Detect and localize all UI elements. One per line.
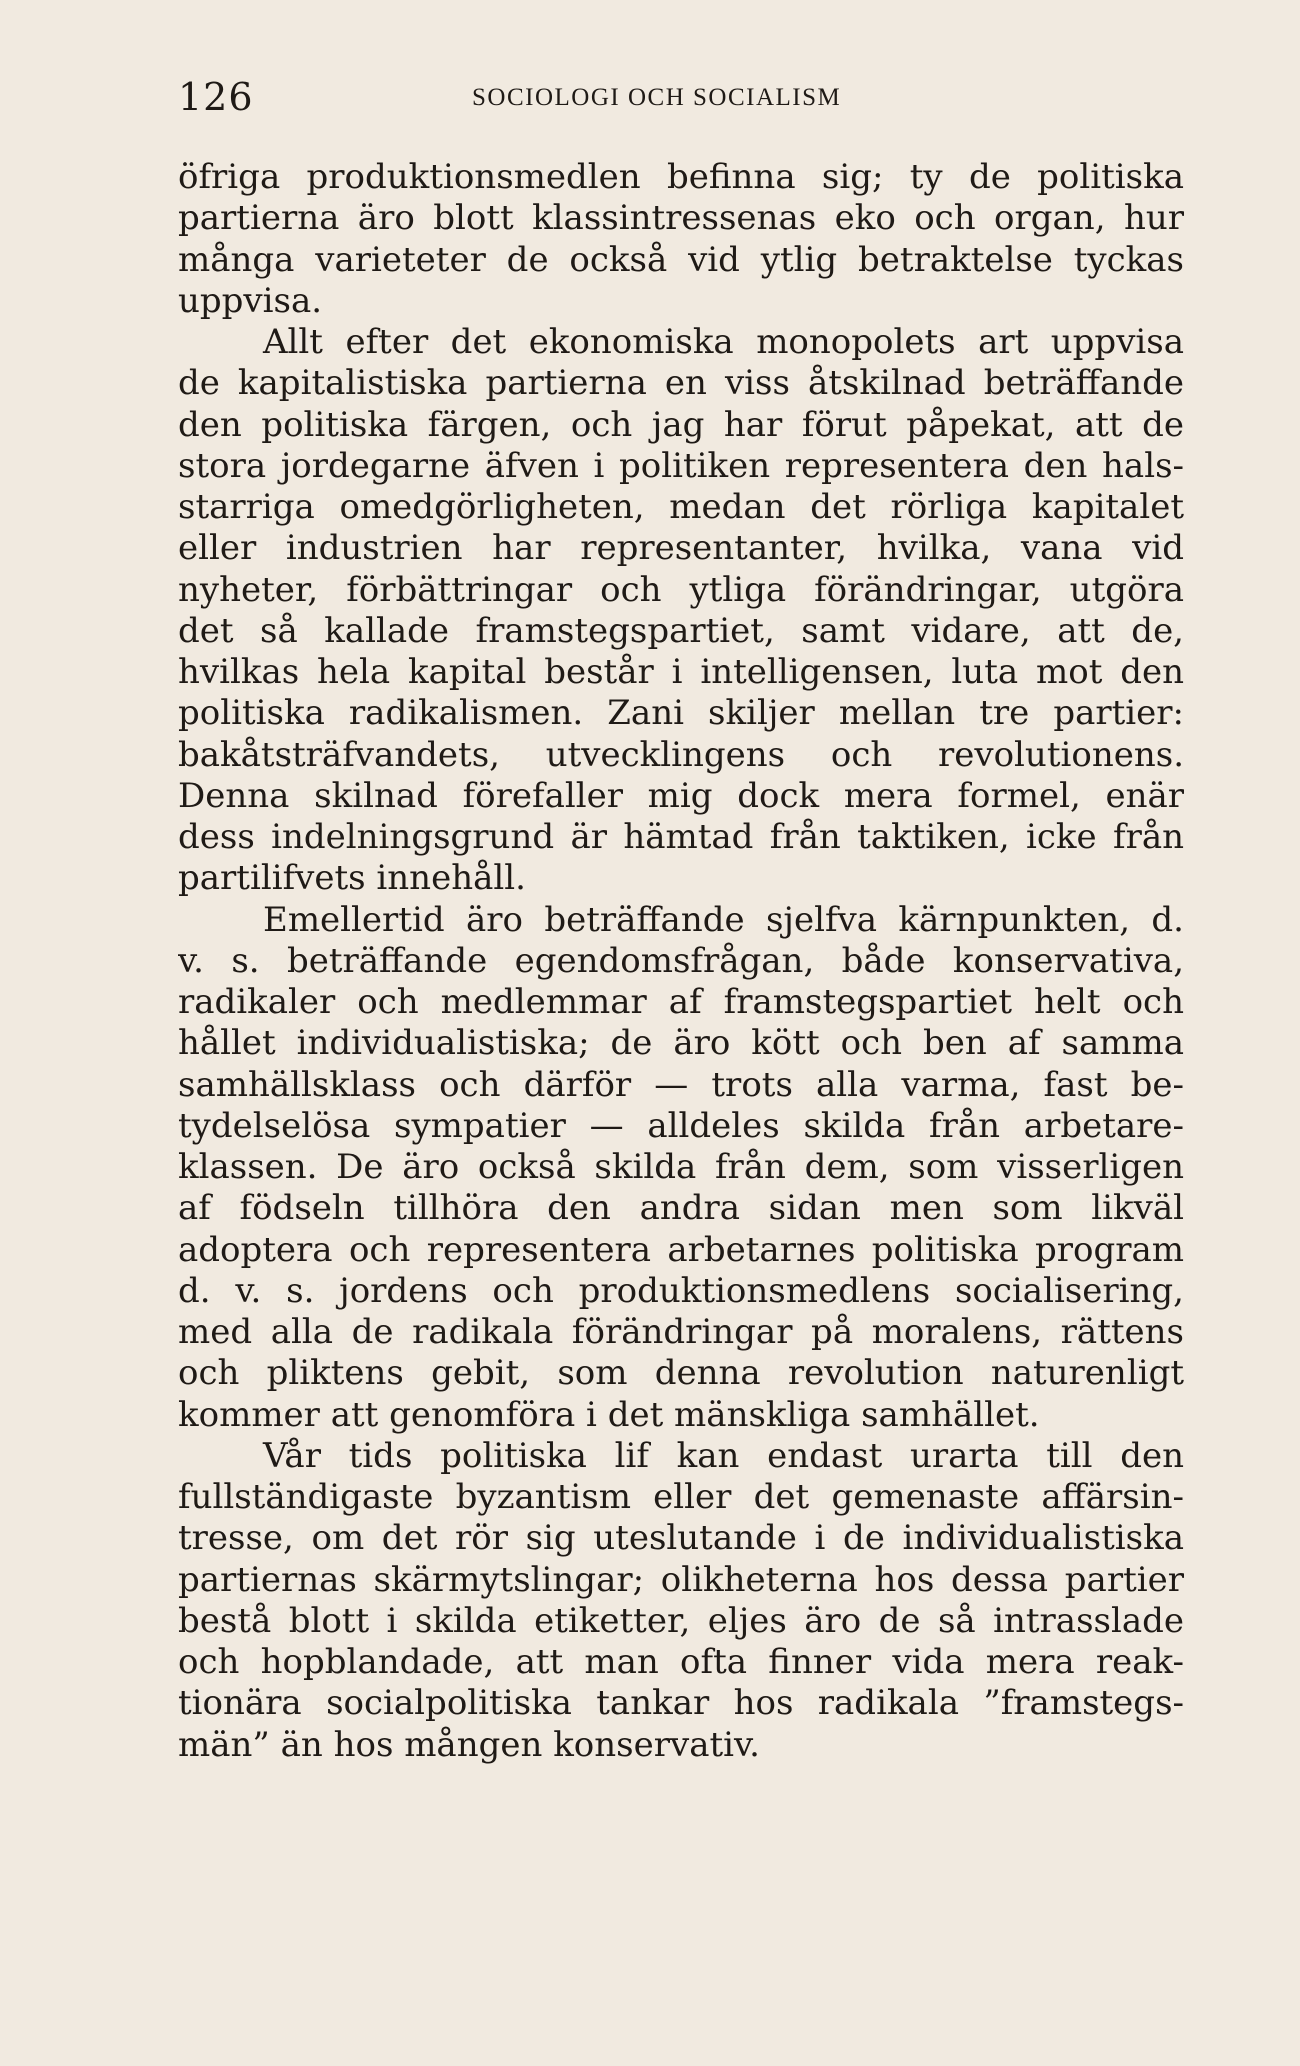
running-head bbox=[178, 72, 1184, 122]
page-number: 126 bbox=[178, 75, 254, 119]
text-line: samhällsklass och därför — trots alla varma, fast be- bbox=[178, 1064, 1184, 1105]
text-line: af födseln tillhöra den andra sidan men som likväl bbox=[178, 1188, 1184, 1229]
text-line: d. v. s. jordens och produktionsmedlens socialisering, bbox=[178, 1270, 1184, 1311]
text-line: de kapitalistiska partierna en viss åtskilnad beträffande bbox=[178, 363, 1184, 404]
text-line: radikaler och medlemmar af framstegspartiet helt och bbox=[178, 982, 1184, 1022]
text-line: dess indelningsgrund är hämtad från taktiken, icke från bbox=[178, 817, 1184, 857]
text-line: bakåtsträfvandets, utvecklingens och revolutionens. bbox=[178, 734, 1184, 775]
text-line: hvilkas hela kapital består i intelligensen, luta mot den bbox=[178, 652, 1184, 692]
text-line: starriga omedgörligheten, medan det rörliga kapitalet bbox=[178, 487, 1184, 527]
text-line: klassen. De äro också skilda från dem, som visserligen bbox=[178, 1147, 1184, 1187]
text-line: partierna äro blott klassintressenas eko och organ, hur bbox=[178, 198, 1184, 239]
text-line: eller industrien har representanter, hvilka, vana vid bbox=[178, 528, 1184, 569]
body-text bbox=[178, 157, 1184, 1766]
text-line: med alla de radikala förändringar på moralens, rättens bbox=[178, 1312, 1184, 1352]
text-line: Vår tids politiska lif kan endast urarta till den bbox=[263, 1435, 1184, 1476]
text-line: partilifvets innehåll. bbox=[178, 858, 526, 899]
text-line: partiernas skärmytslingar; olikheterna hos dessa partier bbox=[178, 1559, 1184, 1600]
running-title: SOCIOLOGI OCH SOCIALISM bbox=[472, 84, 842, 111]
text-line: och hopblandade, att man ofta finner vida mera reak- bbox=[178, 1642, 1184, 1682]
text-line: kommer att genomföra i det mänskliga samhället. bbox=[178, 1394, 1040, 1435]
text-line: fullständigaste byzantism eller det gemenaste affärsin- bbox=[178, 1477, 1184, 1517]
text-line: tresse, om det rör sig uteslutande i de individualistiska bbox=[178, 1518, 1184, 1559]
text-line: adoptera och representera arbetarnes politiska program bbox=[178, 1229, 1184, 1270]
text-line: Allt efter det ekonomiska monopolets art uppvisa bbox=[263, 322, 1184, 362]
text-line: Emellertid äro beträffande sjelfva kärnpunkten, d. bbox=[263, 899, 1184, 940]
text-line: det så kallade framstegspartiet, samt vidare, att de, bbox=[178, 610, 1184, 651]
text-line: nyheter, förbättringar och ytliga förändringar, utgöra bbox=[178, 569, 1184, 610]
text-line: uppvisa. bbox=[178, 280, 323, 321]
text-line: hållet individualistiska; de äro kött och ben af samma bbox=[178, 1023, 1184, 1064]
text-line: och pliktens gebit, som denna revolution naturenligt bbox=[178, 1353, 1184, 1394]
text-line: män” än hos mången konservativ. bbox=[178, 1724, 760, 1765]
text-line: öfriga produktionsmedlen befinna sig; ty de politiska bbox=[178, 157, 1184, 197]
text-line: v. s. beträffande egendomsfrågan, både konservativa, bbox=[178, 940, 1184, 981]
text-line: bestå blott i skilda etiketter, eljes äro de så intrasslade bbox=[178, 1600, 1184, 1641]
text-line: tionära socialpolitiska tankar hos radikala ”framstegs- bbox=[178, 1683, 1184, 1724]
text-line: Denna skilnad förefaller mig dock mera formel, enär bbox=[178, 775, 1184, 816]
text-line: politiska radikalismen. Zani skiljer mellan tre partier: bbox=[178, 693, 1184, 734]
text-line: den politiska färgen, och jag har förut påpekat, att de bbox=[178, 404, 1184, 445]
text-line: tydelselösa sympatier — alldeles skilda från arbetare- bbox=[178, 1105, 1184, 1146]
text-line: stora jordegarne äfven i politiken representera den hals- bbox=[178, 445, 1184, 486]
text-line: många varieteter de också vid ytlig betraktelse tyckas bbox=[178, 239, 1184, 280]
